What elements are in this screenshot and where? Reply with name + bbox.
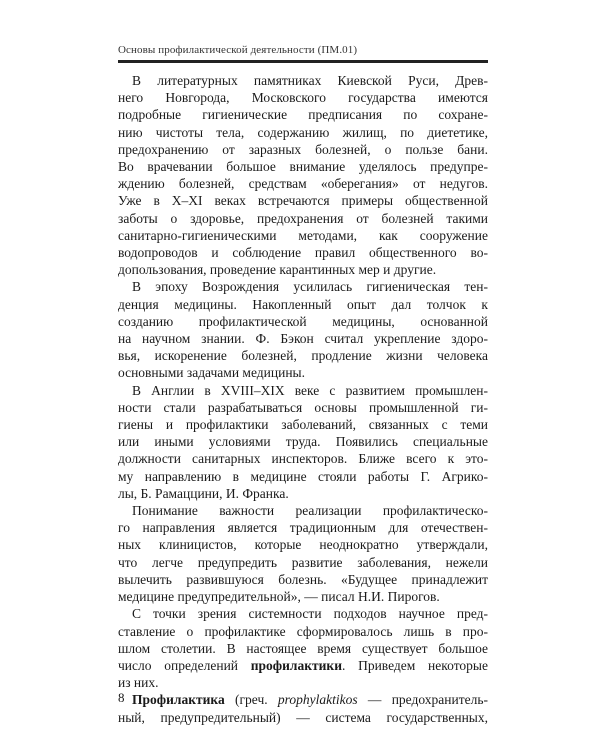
- text-line: или иными условиями труда. Появились специальные: [118, 434, 488, 450]
- text-line: на научном знании. Ф. Бэкон считал укрепление здоро-: [118, 331, 488, 347]
- text-line: вья, искоренение болезней, продление жизни человека: [118, 348, 488, 364]
- text-line: вылечить развившуюся болезнь. «Будущее принадлежит: [118, 571, 488, 587]
- text-line: медицине предупредительной», — писал Н.И. Пирогов.: [118, 589, 440, 605]
- text-line: го направления является традиционным для отечествен-: [118, 520, 488, 536]
- text-line: В Англии в XVIII–XIX веке с развитием промышлен-: [132, 382, 488, 398]
- text-line: ных клиницистов, которые неоднократно утверждали,: [118, 537, 488, 553]
- text-line-with-term: [118, 657, 488, 674]
- text-line: водопроводов и соблюдение правил общественного во-: [118, 245, 488, 261]
- paragraph-6: [118, 691, 488, 725]
- text-run: — предохранитель-: [357, 692, 488, 708]
- italic-term: prophylaktikos: [277, 692, 358, 708]
- text-line: С точки зрения системности подходов научное пред-: [132, 606, 488, 622]
- text-line: ности стали разрабатываться основы промышленной ги-: [118, 399, 488, 415]
- text-line: созданию профилактической медицины, основанной: [118, 313, 488, 329]
- text-line: допользования, проведение карантинных мер и другие.: [118, 262, 437, 278]
- bold-term: профилактики: [250, 657, 342, 673]
- text-line: основными задачами медицины.: [118, 365, 306, 381]
- text-line: заботы о здоровье, предохранения от болезней такими: [118, 210, 488, 226]
- text-line: Во врачевании большое внимание уделялось предупре-: [118, 159, 488, 175]
- paragraph-3: [118, 382, 488, 502]
- text-line: ждению болезней, средствам «оберегания» от недугов.: [118, 176, 488, 192]
- text-line: лы, Б. Рамаццини, И. Франка.: [118, 485, 289, 501]
- text-run: (греч.: [224, 692, 278, 708]
- text-line: Уже в X–XI веках встречаются примеры общественной: [118, 193, 488, 209]
- paragraph-2: [118, 278, 488, 381]
- bold-term: Профилактика: [132, 692, 225, 708]
- text-line: ставление о профилактике сформировалось лишь в про-: [118, 623, 488, 639]
- text-line: предохранению от заразных болезней, о пользе бани.: [118, 141, 488, 157]
- text-line: му направлению в медицине стояли работы Г. Агрико-: [118, 468, 488, 484]
- paragraph-4: [118, 502, 488, 605]
- paragraph-1: [118, 72, 488, 278]
- text-line: нию чистоты тела, содержанию жилищ, по диететике,: [118, 124, 488, 140]
- text-line: из них.: [118, 675, 159, 691]
- text-line: шлом столетии. В настоящее время существует большое: [118, 640, 488, 656]
- running-header: Основы профилактической деятельности (ПМ.01): [118, 44, 358, 56]
- text-line: гиены и профилактики заболеваний, связанных с теми: [118, 417, 488, 433]
- body-text: [118, 72, 488, 726]
- text-line: В литературных памятниках Киевской Руси, Древ-: [132, 73, 488, 88]
- page-number: 8: [118, 690, 125, 705]
- text-line: что легче предупредить развитие заболевания, нежели: [118, 554, 488, 570]
- text-line: санитарно-гигиеническими методами, как сооружение: [118, 227, 488, 243]
- text-line: В эпоху Возрождения усилилась гигиеническая тен-: [132, 279, 488, 295]
- paragraph-5: [118, 605, 488, 691]
- text-run: . Приведем некоторые: [341, 657, 488, 673]
- text-line-with-term: [118, 691, 488, 708]
- text-line: Понимание важности реализации профилактическо-: [132, 503, 488, 519]
- text-line: ный, предупредительный) — система государственных,: [118, 709, 488, 725]
- header-rule: [118, 60, 488, 63]
- text-line: денция медицины. Накопленный опыт дал толчок к: [118, 296, 488, 312]
- text-line: подробные гигиенические предписания по сохране-: [118, 107, 488, 123]
- text-line: него Новгорода, Московского государства имеются: [118, 90, 488, 106]
- text-run: число определений: [118, 657, 251, 673]
- text-line: должности санитарных инспекторов. Ближе всего к это-: [118, 451, 488, 467]
